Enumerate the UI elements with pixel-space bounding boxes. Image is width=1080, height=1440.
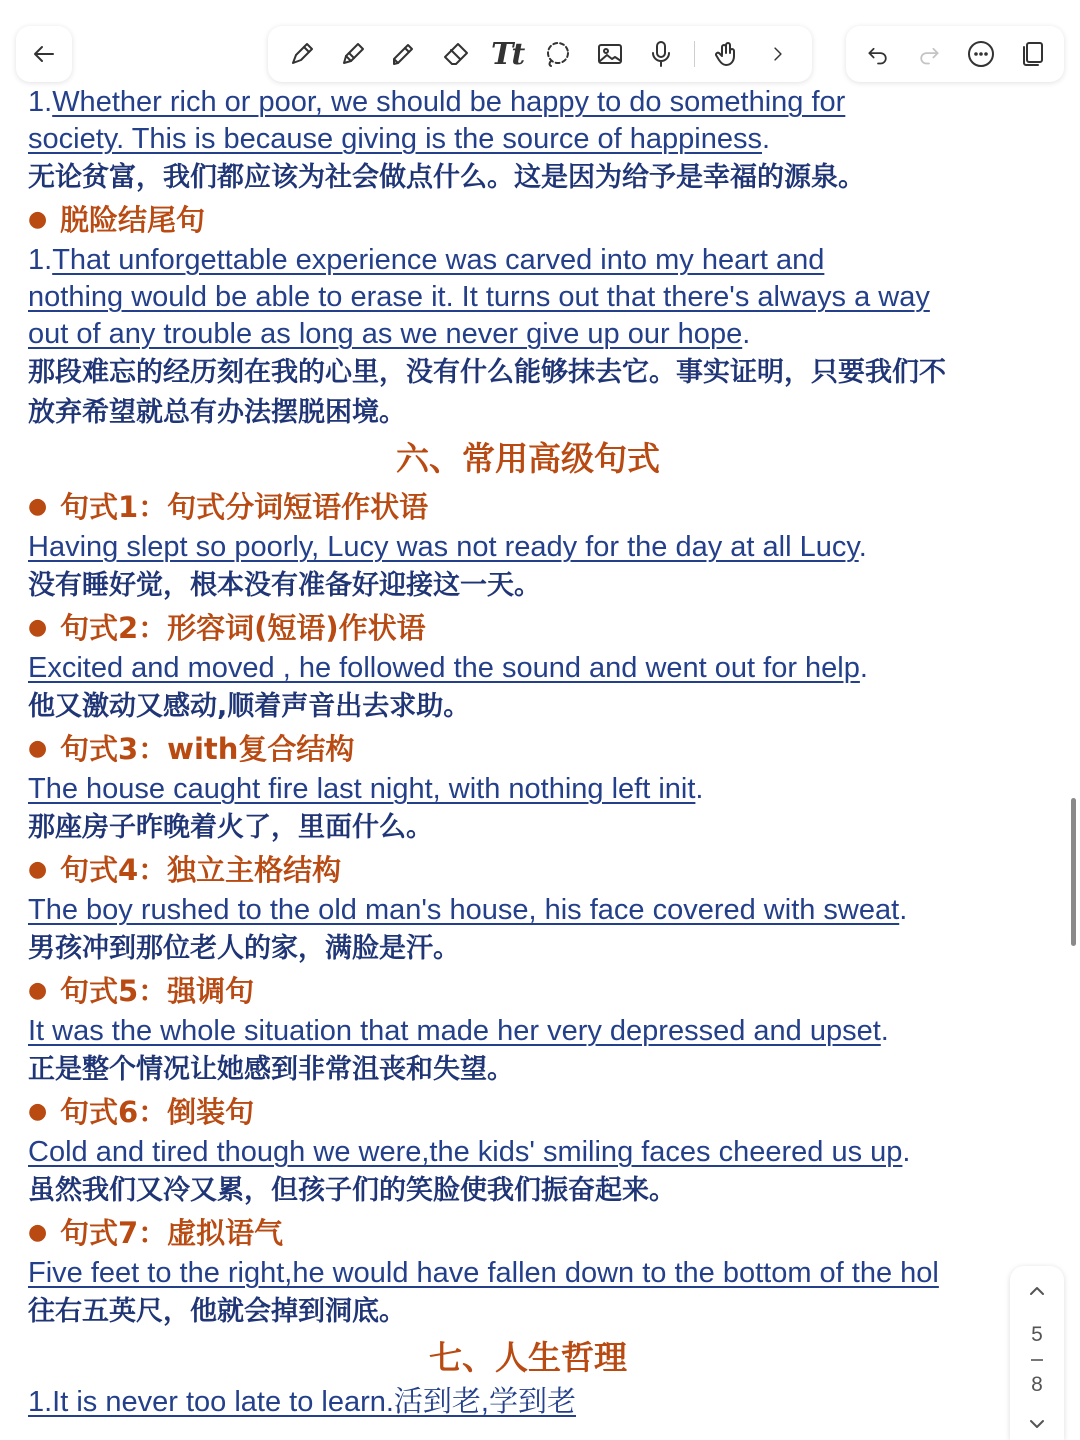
subheading-text: 句式7：虚拟语气 [60,1216,284,1250]
bullet-icon: ● [28,207,48,232]
hand-gesture-icon [712,39,742,69]
text-line [28,242,1068,279]
image-tool-button[interactable] [591,35,629,73]
text-line [28,1013,1068,1050]
current-page-number: 5 [1031,1323,1043,1346]
sentence-end: . [742,318,751,350]
english-sentence: Whether rich or poor, we should be happy to do something for [52,86,846,118]
lasso-icon [543,39,573,69]
page-divider [1031,1359,1043,1361]
bullet-icon: ● [28,978,48,1003]
section-title: 六、常用高级句式 [396,439,660,478]
note-page-content [28,84,1068,1421]
subheading [28,1090,1068,1134]
highlighter-tool-button[interactable] [385,35,423,73]
text-line [28,1255,1010,1292]
page-navigator [1010,1266,1064,1440]
sentence-end: . [762,123,771,155]
english-sentence: 1.It is never too late to learn.活到老,学到老 [28,1386,576,1418]
line-number: 1. [28,244,53,276]
back-arrow-icon [25,35,63,73]
text-line [28,1384,1068,1421]
english-sentence: Excited and moved , he followed the sound and went out for help [28,652,860,684]
previous-page-button[interactable] [1026,1280,1048,1307]
subheading [28,485,1068,529]
more-icon [966,39,996,69]
pen-icon [287,39,317,69]
text-line [28,529,1068,566]
subheading-text: 句式1：句式分词短语作状语 [60,490,429,524]
microphone-tool-button[interactable] [642,35,680,73]
text-line [28,279,1068,316]
image-icon [595,39,625,69]
chinese-translation: 男孩冲到那位老人的家，满脸是汗。 [28,933,460,964]
sentence-end: . [902,1136,911,1168]
microphone-icon [646,39,676,69]
subheading-text: 句式2：形容词(短语)作状语 [60,611,426,645]
vertical-scrollbar[interactable] [1071,798,1076,946]
text-line [28,892,1068,929]
eraser-tool-button[interactable] [437,35,475,73]
line-number: 1. [28,86,53,118]
expand-tools-button[interactable] [759,35,797,73]
english-sentence: Cold and tired though we were,the kids' smiling faces cheered us up [28,1136,903,1168]
undo-icon [865,41,891,67]
text-line [28,650,1068,687]
chevron-right-icon [767,43,789,65]
bullet-icon: ● [28,736,48,761]
chinese-translation: 没有睡好觉，根本没有准备好迎接这一天。 [28,570,541,601]
bullet-icon: ● [28,857,48,882]
english-sentence: out of any trouble as long as we never give up our hope [28,318,743,350]
toolbar-divider [694,41,695,67]
sentence-end: . [899,894,908,926]
total-page-count: 8 [1031,1373,1043,1396]
subheading [28,198,1068,242]
text-tool-button[interactable] [488,35,526,73]
copy-pages-icon [1017,39,1047,69]
document-actions [846,26,1064,82]
chinese-translation: 放弃希望就总有办法摆脱困境。 [28,397,406,428]
subheading-text: 句式6：倒装句 [60,1095,255,1129]
text-line [28,84,1068,121]
english-sentence: society. This is because giving is the source of happiness [28,123,762,155]
sentence-end: . [880,1015,889,1047]
next-page-button[interactable] [1026,1413,1048,1440]
undo-button[interactable] [859,35,897,73]
redo-icon [916,41,942,67]
subheading-text: 句式4：独立主格结构 [60,853,342,887]
subheading [28,727,1068,771]
subheading-text: 脱险结尾句 [60,203,206,237]
redo-button[interactable] [910,35,948,73]
pencil-icon [338,39,368,69]
pencil-tool-button[interactable] [334,35,372,73]
chinese-translation: 那段难忘的经历刻在我的心里，没有什么能够抹去它。事实证明，只要我们不 [28,357,946,388]
english-sentence: The boy rushed to the old man's house, his face covered with sweat [28,894,900,926]
text-line [28,1134,1068,1171]
eraser-icon [441,39,471,69]
subheading-text: 句式3：with复合结构 [60,732,355,766]
english-sentence: nothing would be able to erase it. It turns out that there's always a way [28,281,930,313]
chinese-translation: 无论贫富，我们都应该为社会做点什么。这是因为给予是幸福的源泉。 [28,162,865,193]
subheading [28,848,1068,892]
sentence-end: . [858,531,867,563]
subheading [28,1211,1068,1255]
chinese-translation: 往右五英尺，他就会掉到洞底。 [28,1296,406,1327]
subheading [28,969,1068,1013]
text-line [28,771,1068,808]
page-overview-button[interactable] [1013,35,1051,73]
lasso-tool-button[interactable] [539,35,577,73]
back-button[interactable] [16,26,72,82]
bullet-icon: ● [28,1099,48,1124]
chinese-translation: 那座房子昨晚着火了，里面什么。 [28,812,433,843]
section-title: 七、人生哲理 [429,1338,627,1377]
english-sentence: The house caught fire last night, with nothing left init [28,773,696,805]
english-sentence: It was the whole situation that made her very depressed and upset [28,1015,881,1047]
text-line [28,121,1068,158]
sentence-end: . [859,652,868,684]
more-options-button[interactable] [962,35,1000,73]
text-tool-icon: Tt [491,36,524,72]
text-line [28,316,1068,353]
chinese-translation: 正是整个情况让她感到非常沮丧和失望。 [28,1054,514,1085]
chevron-up-icon [1026,1280,1048,1302]
chevron-down-icon [1026,1413,1048,1435]
drawing-toolbar [268,26,812,82]
highlighter-icon [389,39,419,69]
english-sentence: Five feet to the right,he would have fallen down to the bottom of the hol [28,1257,939,1289]
pen-tool-button[interactable] [283,35,321,73]
english-sentence: That unforgettable experience was carved into my heart and [52,244,825,276]
bullet-icon: ● [28,1220,48,1245]
bullet-icon: ● [28,494,48,519]
subheading-text: 句式5：强调句 [60,974,255,1008]
sentence-end: . [695,773,704,805]
bullet-icon: ● [28,615,48,640]
hand-gesture-tool-button[interactable] [708,35,746,73]
chinese-translation: 虽然我们又冷又累，但孩子们的笑脸使我们振奋起来。 [28,1175,676,1206]
english-sentence: Having slept so poorly, Lucy was not ready for the day at all Lucy [28,531,859,563]
chinese-translation: 他又激动又感动,顺着声音出去求助。 [28,691,471,722]
subheading [28,606,1068,650]
